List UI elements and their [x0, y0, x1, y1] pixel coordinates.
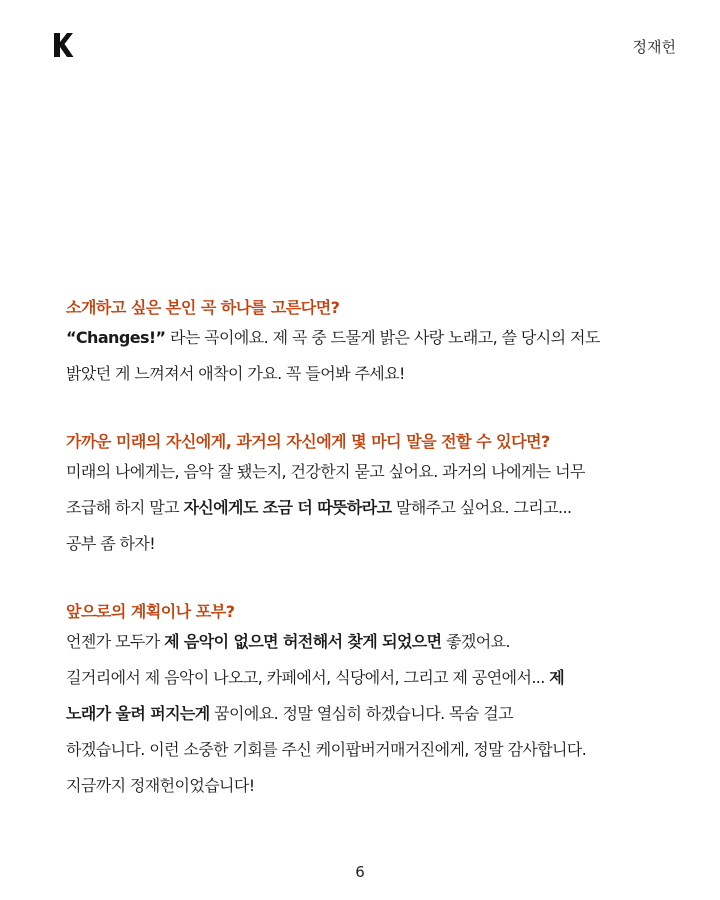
answer-text: 라는 곡이에요. 제 곡 중 드물게 밝은 사랑 노래고, 쓸 당시의 저도 — [165, 328, 600, 347]
emphasis-text: 제 음악이 없으면 허전해서 찾게 되었으면 — [164, 632, 442, 651]
emphasis-text: 노래가 울려 퍼지는게 — [66, 704, 210, 723]
answer-paragraph — [66, 624, 678, 804]
answer-text: 밝았던 게 느껴져서 애착이 가요. 꼭 들어봐 주세요! — [66, 364, 405, 383]
emphasis-text: “Changes!” — [66, 328, 166, 347]
k-logo-icon — [52, 31, 74, 59]
page-number: 6 — [355, 863, 365, 881]
qa-section — [66, 296, 678, 392]
answer-line — [66, 660, 678, 696]
answer-text: 언젠가 모두가 — [66, 632, 165, 651]
answer-line — [66, 454, 678, 490]
answer-text: 길거리에서 제 음악이 나오고, 카페에서, 식당에서, 그리고 제 공연에서... — [66, 668, 550, 687]
answer-line — [66, 696, 678, 732]
answer-line — [66, 768, 678, 804]
answer-text: 하겠습니다. 이런 소중한 기회를 주신 케이팝버거매거진에게, 정말 감사합니다. — [66, 740, 587, 759]
emphasis-text: 제 — [549, 668, 565, 687]
question-heading: 소개하고 싶은 본인 곡 하나를 고른다면? — [66, 298, 340, 317]
interview-content — [66, 296, 678, 842]
question-heading: 가까운 미래의 자신에게, 과거의 자신에게 몇 마디 말을 전할 수 있다면? — [66, 432, 550, 451]
question-heading: 앞으로의 계획이나 포부? — [66, 602, 235, 621]
emphasis-text: 자신에게도 조금 더 따뜻하라고 — [183, 498, 392, 517]
answer-line — [66, 732, 678, 768]
answer-line — [66, 624, 678, 660]
answer-text: 꿈이에요. 정말 열심히 하겠습니다. 목숨 걸고 — [209, 704, 513, 723]
answer-line — [66, 490, 678, 526]
answer-text: 말해주고 싶어요. 그리고... — [391, 498, 572, 517]
qa-section — [66, 600, 678, 804]
answer-text: 좋겠어요. — [441, 632, 510, 651]
qa-section — [66, 430, 678, 562]
answer-text: 공부 좀 하자! — [66, 534, 156, 553]
answer-line — [66, 320, 678, 356]
answer-text: 미래의 나에게는, 음악 잘 됐는지, 건강한지 묻고 싶어요. 과거의 나에게는 너무 — [66, 462, 585, 481]
author-name: 정재헌 — [632, 38, 676, 56]
answer-paragraph — [66, 320, 678, 392]
answer-text: 조급해 하지 말고 — [66, 498, 184, 517]
answer-paragraph — [66, 454, 678, 562]
answer-text: 지금까지 정재헌이었습니다! — [66, 776, 255, 795]
answer-line — [66, 526, 678, 562]
answer-line — [66, 356, 678, 392]
